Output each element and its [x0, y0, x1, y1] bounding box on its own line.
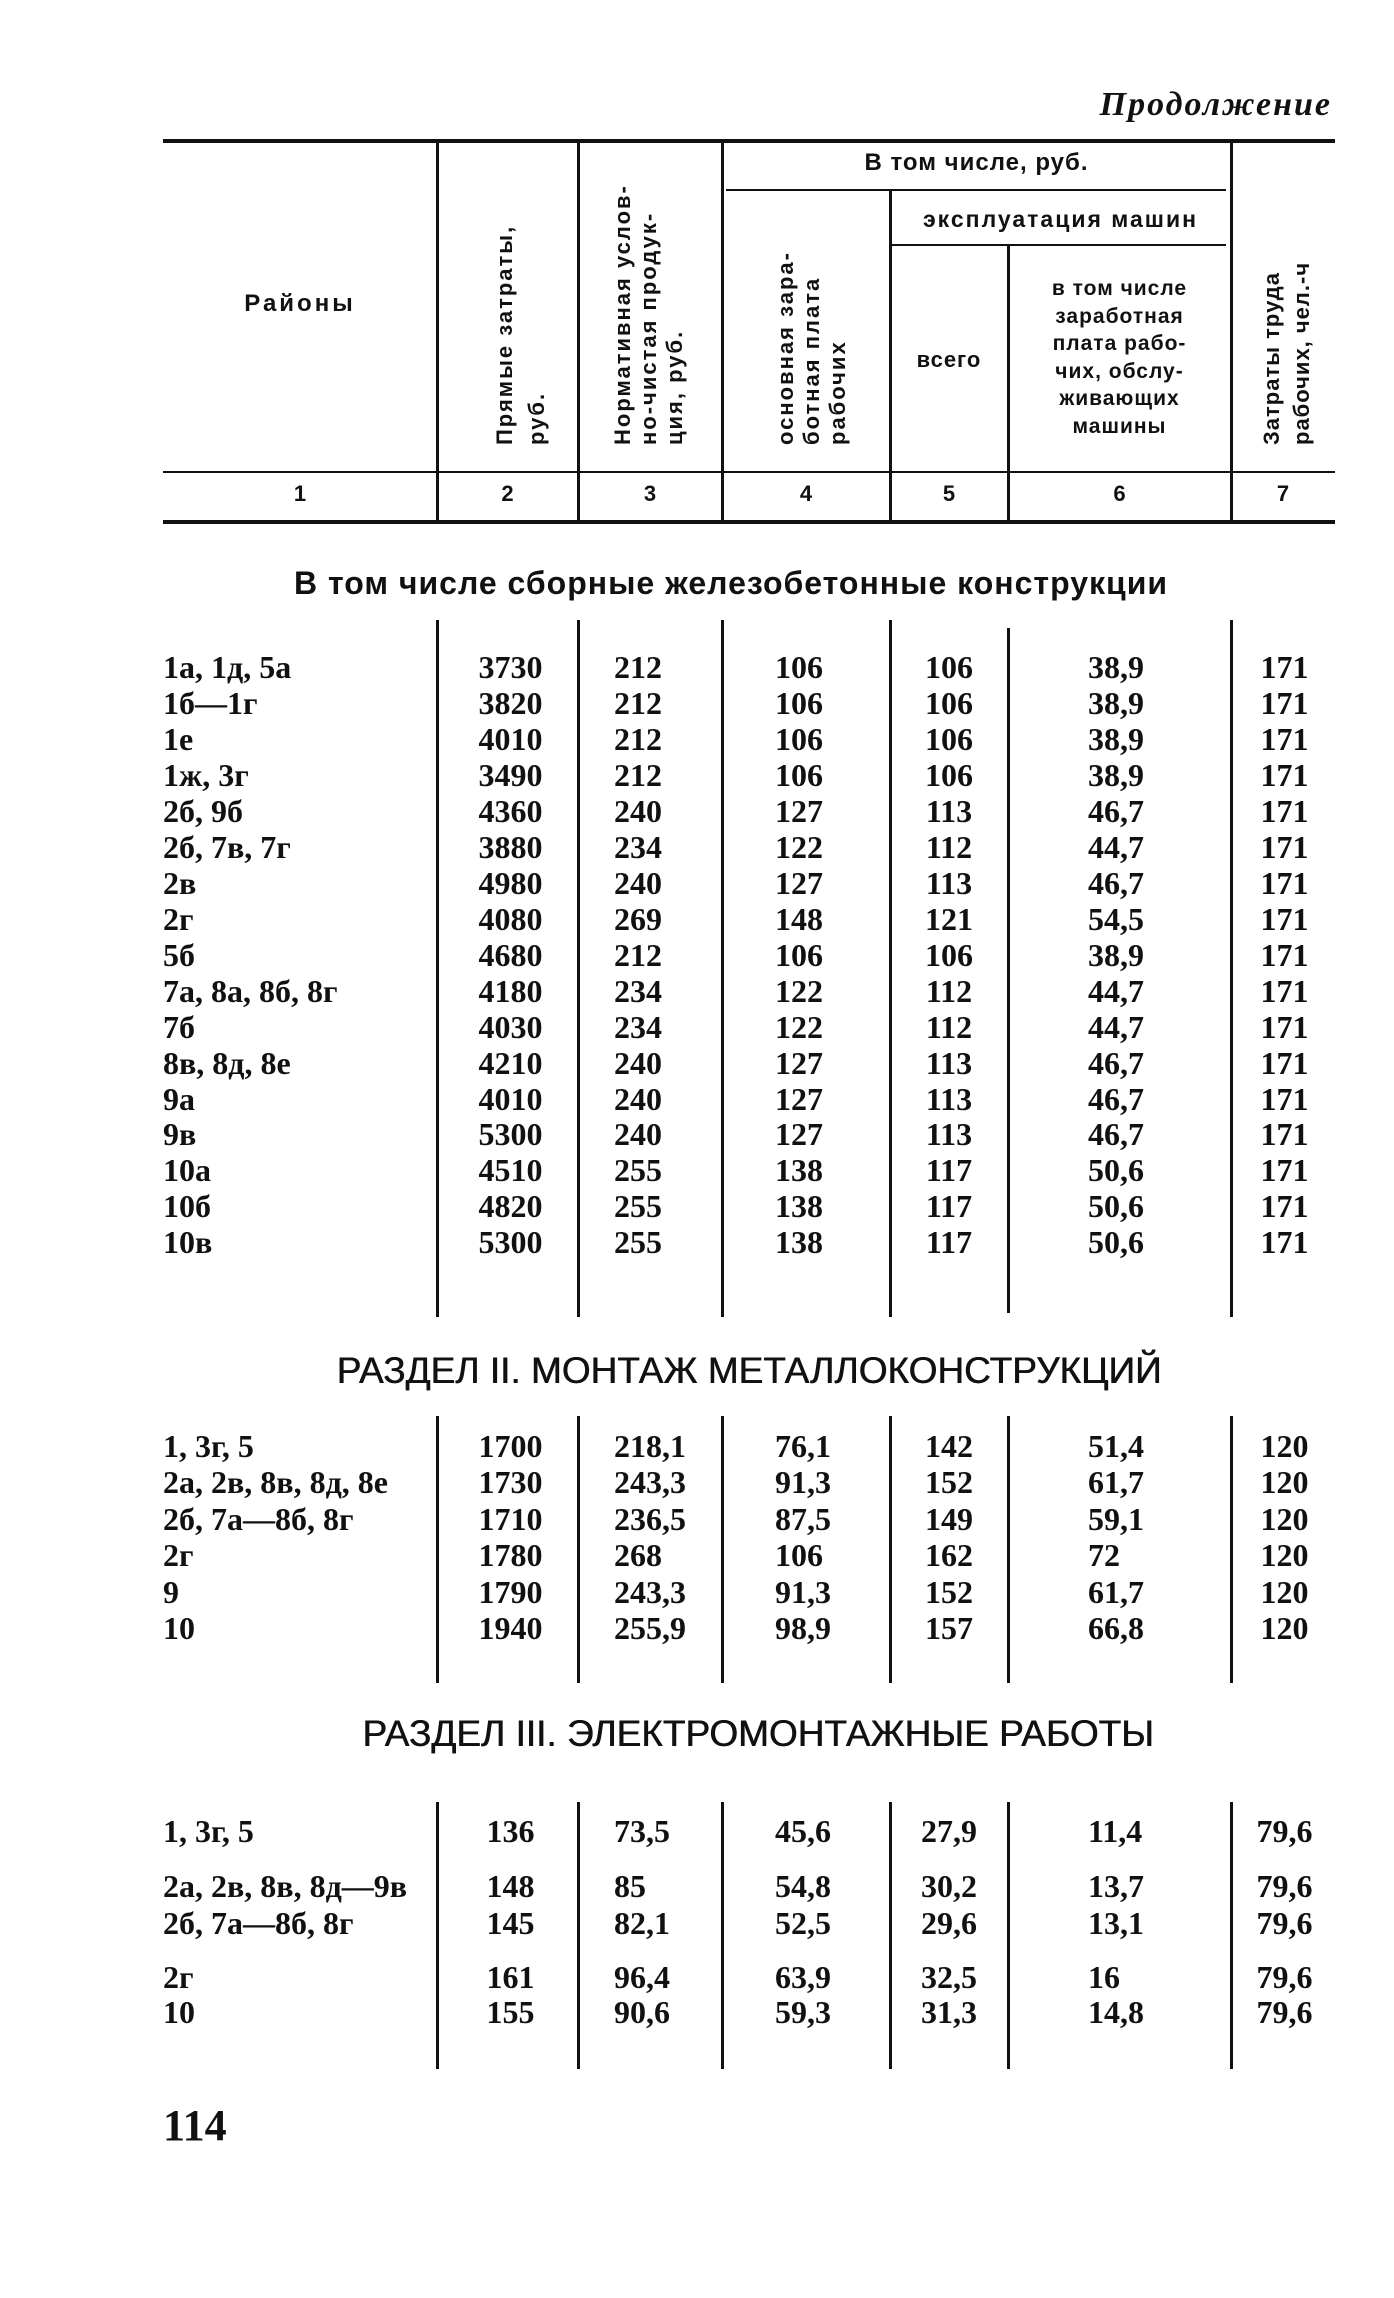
machine-operation-total-cell: 113 [925, 1116, 973, 1153]
header-line: ботная плата [799, 276, 824, 445]
base-wages-cell: 76,1 [775, 1428, 831, 1464]
region-cell: 1а, 1д, 5а [163, 649, 292, 685]
column-number: 5 [942, 481, 956, 506]
machine-operator-wages-cell: 54,5 [1088, 900, 1144, 937]
direct-costs-cell: 1790 [478, 1573, 543, 1610]
machine-operator-wages-cell: 50,6 [1088, 1224, 1144, 1261]
header-base-wages [773, 145, 851, 445]
direct-costs-cell: 145 [486, 1905, 535, 1941]
table-row [0, 1116, 1394, 1152]
header-line: заработная [1055, 304, 1184, 328]
direct-costs-cell: 4210 [478, 1044, 543, 1081]
labor-cost-cell: 79,6 [1256, 1994, 1313, 2030]
normative-output-cell: 234 [614, 972, 662, 1009]
base-wages-cell: 122 [775, 1008, 823, 1045]
direct-costs-cell: 3820 [478, 684, 543, 721]
machine-operation-total-cell: 142 [925, 1428, 973, 1464]
normative-output-cell: 90,6 [614, 1994, 670, 2030]
table-row [0, 685, 1394, 721]
direct-costs-cell: 155 [486, 1994, 535, 2030]
region-cell: 10б [163, 1188, 211, 1225]
header-line: плата рабо- [1052, 332, 1187, 355]
machine-operation-total-cell: 113 [925, 864, 973, 901]
header-line: Нормативная услов- [610, 184, 635, 445]
direct-costs-cell: 1710 [478, 1500, 543, 1537]
header-top-rule [163, 139, 1335, 143]
header-group: В том числе, руб. [864, 149, 1089, 176]
base-wages-cell: 138 [775, 1224, 823, 1261]
normative-output-cell: 73,5 [614, 1813, 670, 1849]
base-wages-cell: 127 [775, 1080, 823, 1117]
normative-output-cell: 240 [614, 1080, 662, 1117]
machine-operator-wages-cell: 14,8 [1088, 1994, 1144, 2030]
normative-output-cell: 218,1 [614, 1428, 686, 1464]
table-row [0, 793, 1394, 829]
labor-cost-cell: 79,6 [1256, 1905, 1313, 1941]
column-number: 7 [1276, 481, 1290, 506]
base-wages-cell: 127 [775, 792, 823, 829]
machine-operator-wages-cell: 38,9 [1088, 936, 1144, 973]
header-line: ция, руб. [662, 329, 687, 445]
machine-operation-total-cell: 106 [925, 720, 973, 757]
machine-operator-wages-cell: 66,8 [1088, 1610, 1144, 1646]
direct-costs-cell: 5300 [478, 1116, 543, 1153]
normative-output-cell: 212 [614, 756, 662, 793]
region-cell: 2б, 7в, 7г [163, 828, 291, 865]
labor-cost-cell: 171 [1260, 792, 1309, 829]
machine-operator-wages-cell: 38,9 [1088, 684, 1144, 721]
labor-cost-cell: 120 [1260, 1537, 1309, 1574]
section-title: В том числе сборные железобетонные конструкции [293, 565, 1169, 601]
normative-output-cell: 268 [614, 1537, 662, 1574]
machine-operator-wages-cell: 38,9 [1088, 649, 1144, 685]
normative-output-cell: 269 [614, 900, 662, 937]
table-row [0, 1009, 1394, 1045]
normative-output-cell: 212 [614, 684, 662, 721]
base-wages-cell: 106 [775, 1537, 823, 1574]
machine-operation-total-cell: 29,6 [921, 1905, 977, 1941]
table-row [0, 757, 1394, 793]
direct-costs-cell: 3880 [478, 828, 543, 865]
header-machine-wages [1008, 275, 1231, 440]
direct-costs-cell: 4080 [478, 900, 543, 937]
direct-costs-cell: 3490 [478, 756, 543, 793]
table-row [0, 1501, 1394, 1537]
labor-cost-cell: 171 [1260, 900, 1309, 937]
table-row [0, 865, 1394, 901]
machine-operator-wages-cell: 72 [1088, 1537, 1120, 1574]
region-cell: 7б [163, 1008, 195, 1045]
direct-costs-cell: 4680 [478, 936, 543, 973]
normative-output-cell: 234 [614, 828, 662, 865]
column-number: 6 [1113, 481, 1126, 506]
normative-output-cell: 255 [614, 1188, 662, 1225]
region-cell: 2г [163, 1959, 194, 1995]
column-rule [436, 141, 439, 522]
table-row [0, 1081, 1394, 1117]
machine-operator-wages-cell: 50,6 [1088, 1188, 1144, 1225]
labor-cost-cell: 171 [1260, 1224, 1309, 1261]
header-line: но-чистая продук- [636, 211, 661, 445]
base-wages-cell: 122 [775, 972, 823, 1009]
normative-output-cell: 82,1 [614, 1905, 670, 1941]
column-number: 4 [799, 481, 813, 506]
base-wages-cell: 138 [775, 1152, 823, 1189]
base-wages-cell: 127 [775, 1044, 823, 1081]
header-line: основная зара- [773, 251, 798, 445]
machine-operator-wages-cell: 46,7 [1088, 1080, 1144, 1117]
labor-cost-cell: 171 [1260, 720, 1309, 757]
table-row [0, 1574, 1394, 1610]
normative-output-cell: 240 [614, 1044, 662, 1081]
machine-operation-total-cell: 106 [925, 684, 973, 721]
region-cell: 1б—1г [163, 684, 258, 721]
machine-operation-total-cell: 121 [925, 900, 973, 937]
machine-operator-wages-cell: 46,7 [1088, 1044, 1144, 1081]
machine-operation-total-cell: 32,5 [921, 1959, 977, 1995]
labor-cost-cell: 171 [1260, 972, 1309, 1009]
region-cell: 1, 3г, 5 [163, 1813, 254, 1849]
normative-output-cell: 240 [614, 792, 662, 829]
region-cell: 10 [163, 1994, 195, 2030]
normative-output-cell: 236,5 [614, 1500, 686, 1537]
labor-cost-cell: 171 [1260, 1188, 1309, 1225]
region-cell: 9в [163, 1116, 197, 1153]
header-line: живающих [1059, 387, 1180, 410]
region-cell: 8в, 8д, 8е [163, 1044, 291, 1081]
section-title: РАЗДЕЛ III. ЭЛЕКТРОМОНТАЖНЫЕ РАБОТЫ [362, 1713, 1154, 1754]
header-bottom-rule [163, 471, 1335, 473]
column-number: 1 [293, 481, 307, 506]
machine-operator-wages-cell: 44,7 [1088, 828, 1144, 865]
machine-operator-wages-cell: 13,7 [1088, 1868, 1144, 1904]
machine-operator-wages-cell: 46,7 [1088, 864, 1144, 901]
machine-operation-total-cell: 149 [925, 1500, 973, 1537]
region-cell: 7а, 8а, 8б, 8г [163, 972, 338, 1009]
direct-costs-cell: 1730 [478, 1464, 543, 1501]
normative-output-cell: 240 [614, 864, 662, 901]
machine-operator-wages-cell: 46,7 [1088, 1116, 1144, 1153]
normative-output-cell: 243,3 [614, 1573, 686, 1610]
continuation-label: Продолжение [1099, 86, 1332, 123]
header-direct-costs [489, 145, 553, 445]
direct-costs-cell: 4510 [478, 1152, 543, 1189]
header-labor-costs [1257, 145, 1317, 445]
labor-cost-cell: 171 [1260, 828, 1309, 865]
table-row [0, 1813, 1394, 1849]
machine-operator-wages-cell: 61,7 [1088, 1464, 1144, 1501]
base-wages-cell: 106 [775, 756, 823, 793]
table-row [0, 1045, 1394, 1081]
table-row [0, 829, 1394, 865]
machine-operation-total-cell: 117 [925, 1188, 973, 1225]
labor-cost-cell: 79,6 [1256, 1813, 1313, 1849]
labor-cost-cell: 79,6 [1256, 1868, 1313, 1904]
region-cell: 1ж, 3г [163, 756, 249, 793]
labor-cost-cell: 120 [1260, 1464, 1309, 1501]
table-row [0, 1464, 1394, 1500]
machine-operator-wages-cell: 51,4 [1088, 1428, 1144, 1464]
table-row [0, 1868, 1394, 1904]
base-wages-cell: 122 [775, 828, 823, 865]
normative-output-cell: 212 [614, 720, 662, 757]
base-wages-cell: 138 [775, 1188, 823, 1225]
table-row [0, 1994, 1394, 2030]
base-wages-cell: 106 [775, 649, 823, 685]
base-wages-cell: 106 [775, 684, 823, 721]
table-row [0, 973, 1394, 1009]
header-machine-operation: эксплуатация машин [922, 206, 1199, 232]
subgroup-rule [892, 244, 1226, 246]
header-line: рабочих [825, 340, 850, 445]
direct-costs-cell: 1780 [478, 1537, 543, 1574]
direct-costs-cell: 4360 [478, 792, 543, 829]
section-title: РАЗДЕЛ II. МОНТАЖ МЕТАЛЛОКОНСТРУКЦИЙ [336, 1350, 1162, 1391]
table-row [0, 721, 1394, 757]
direct-costs-cell: 136 [486, 1813, 535, 1849]
machine-operator-wages-cell: 11,4 [1088, 1813, 1143, 1849]
machine-operator-wages-cell: 13,1 [1088, 1905, 1144, 1941]
region-cell: 2б, 7а—8б, 8г [163, 1500, 354, 1537]
machine-operation-total-cell: 162 [925, 1537, 973, 1574]
region-cell: 9а [163, 1080, 195, 1117]
region-cell: 1, 3г, 5 [163, 1428, 254, 1464]
base-wages-cell: 54,8 [775, 1868, 831, 1904]
direct-costs-cell: 4030 [478, 1008, 543, 1045]
machine-operation-total-cell: 106 [925, 649, 973, 685]
machine-operator-wages-cell: 44,7 [1088, 1008, 1144, 1045]
normative-output-cell: 255 [614, 1224, 662, 1261]
header-machine-total: всего [916, 347, 982, 372]
labor-cost-cell: 171 [1260, 1080, 1309, 1117]
direct-costs-cell: 148 [486, 1868, 535, 1904]
table-row [0, 901, 1394, 937]
region-cell: 2б, 9б [163, 792, 243, 829]
column-number: 2 [501, 481, 514, 506]
column-number: 3 [643, 481, 657, 506]
direct-costs-cell: 4010 [478, 1080, 543, 1117]
machine-operation-total-cell: 113 [925, 792, 973, 829]
normative-output-cell: 96,4 [614, 1959, 670, 1995]
labor-cost-cell: 171 [1260, 1044, 1309, 1081]
base-wages-cell: 127 [775, 864, 823, 901]
machine-operator-wages-cell: 38,9 [1088, 720, 1144, 757]
region-cell: 2а, 2в, 8в, 8д, 8е [163, 1464, 388, 1501]
table-row [0, 1224, 1394, 1260]
machine-operator-wages-cell: 61,7 [1088, 1573, 1144, 1610]
direct-costs-cell: 4010 [478, 720, 543, 757]
direct-costs-cell: 161 [486, 1959, 535, 1995]
machine-operation-total-cell: 27,9 [921, 1813, 977, 1849]
labor-cost-cell: 120 [1260, 1500, 1309, 1537]
table-row [0, 1428, 1394, 1464]
region-cell: 2г [163, 1537, 194, 1574]
machine-operator-wages-cell: 44,7 [1088, 972, 1144, 1009]
direct-costs-cell: 4980 [478, 864, 543, 901]
header-regions: Районы [244, 290, 356, 317]
machine-operation-total-cell: 117 [925, 1224, 973, 1261]
region-cell: 5б [163, 936, 195, 973]
base-wages-cell: 91,3 [775, 1573, 831, 1610]
region-cell: 2в [163, 864, 197, 901]
region-cell: 1е [163, 720, 194, 757]
table-row [0, 649, 1394, 685]
machine-operation-total-cell: 113 [925, 1044, 973, 1081]
base-wages-cell: 45,6 [775, 1813, 831, 1849]
direct-costs-cell: 4180 [478, 972, 543, 1009]
machine-operation-total-cell: 112 [925, 972, 973, 1009]
base-wages-cell: 98,9 [775, 1610, 831, 1646]
machine-operator-wages-cell: 50,6 [1088, 1152, 1144, 1189]
table-row [0, 1959, 1394, 1995]
table-row [0, 1905, 1394, 1941]
header-line: чих, обслу- [1055, 359, 1184, 383]
machine-operator-wages-cell: 46,7 [1088, 792, 1144, 829]
header-line: Затраты труда [1259, 272, 1284, 445]
table-row [0, 1152, 1394, 1188]
base-wages-cell: 106 [775, 936, 823, 973]
machine-operation-total-cell: 152 [925, 1573, 973, 1610]
region-cell: 2а, 2в, 8в, 8д—9в [163, 1868, 408, 1904]
page-number: 114 [163, 2101, 227, 2150]
labor-cost-cell: 171 [1260, 649, 1309, 685]
direct-costs-cell: 4820 [478, 1188, 543, 1225]
base-wages-cell: 87,5 [775, 1500, 831, 1537]
table-row [0, 1610, 1394, 1646]
labor-cost-cell: 120 [1260, 1573, 1309, 1610]
direct-costs-cell: 1940 [478, 1610, 543, 1646]
normative-output-cell: 243,3 [614, 1464, 686, 1501]
normative-output-cell: 234 [614, 1008, 662, 1045]
direct-costs-cell: 5300 [478, 1224, 543, 1261]
base-wages-cell: 91,3 [775, 1464, 831, 1501]
base-wages-cell: 127 [775, 1116, 823, 1153]
region-cell: 2г [163, 900, 194, 937]
labor-cost-cell: 171 [1260, 1008, 1309, 1045]
normative-output-cell: 255,9 [614, 1610, 686, 1646]
column-rule [577, 141, 580, 522]
labor-cost-cell: 171 [1260, 864, 1309, 901]
column-rule [721, 141, 724, 522]
machine-operation-total-cell: 113 [925, 1080, 973, 1117]
table-row [0, 1188, 1394, 1224]
labor-cost-cell: 171 [1260, 684, 1309, 721]
machine-operation-total-cell: 117 [925, 1152, 973, 1189]
labor-cost-cell: 171 [1260, 1152, 1309, 1189]
region-cell: 10а [163, 1152, 211, 1189]
machine-operation-total-cell: 106 [925, 756, 973, 793]
labor-cost-cell: 171 [1260, 936, 1309, 973]
header-line: машины [1072, 414, 1167, 438]
header-line: руб. [524, 391, 549, 445]
normative-output-cell: 212 [614, 649, 662, 685]
header-line: в том числе [1051, 277, 1188, 300]
labor-cost-cell: 79,6 [1256, 1959, 1313, 1995]
base-wages-cell: 148 [775, 900, 823, 937]
region-cell: 10 [163, 1610, 195, 1646]
machine-operation-total-cell: 112 [925, 1008, 973, 1045]
region-cell: 2б, 7а—8б, 8г [163, 1905, 354, 1941]
header-line: рабочих, чел.-ч [1289, 261, 1314, 445]
machine-operation-total-cell: 31,3 [921, 1994, 977, 2030]
machine-operation-total-cell: 30,2 [921, 1868, 977, 1904]
region-cell: 10в [163, 1224, 213, 1261]
table-row [0, 937, 1394, 973]
header-line: Прямые затраты, [492, 224, 517, 445]
base-wages-cell: 59,3 [775, 1994, 831, 2030]
labor-cost-cell: 120 [1260, 1610, 1309, 1646]
labor-cost-cell: 120 [1260, 1428, 1309, 1464]
direct-costs-cell: 3730 [478, 649, 543, 685]
base-wages-cell: 63,9 [775, 1959, 831, 1995]
base-wages-cell: 52,5 [775, 1905, 831, 1941]
table-row [0, 1537, 1394, 1573]
normative-output-cell: 85 [614, 1868, 646, 1904]
labor-cost-cell: 171 [1260, 756, 1309, 793]
normative-output-cell: 240 [614, 1116, 662, 1153]
machine-operation-total-cell: 106 [925, 936, 973, 973]
column-numbers-rule [163, 520, 1335, 524]
direct-costs-cell: 1700 [478, 1428, 543, 1464]
machine-operation-total-cell: 157 [925, 1610, 973, 1646]
machine-operation-total-cell: 152 [925, 1464, 973, 1501]
machine-operator-wages-cell: 16 [1088, 1959, 1120, 1995]
machine-operator-wages-cell: 38,9 [1088, 756, 1144, 793]
machine-operation-total-cell: 112 [925, 828, 973, 865]
base-wages-cell: 106 [775, 720, 823, 757]
region-cell: 9 [163, 1573, 179, 1610]
labor-cost-cell: 171 [1260, 1116, 1309, 1153]
header-normative-output [610, 145, 688, 445]
normative-output-cell: 212 [614, 936, 662, 973]
machine-operator-wages-cell: 59,1 [1088, 1500, 1144, 1537]
normative-output-cell: 255 [614, 1152, 662, 1189]
